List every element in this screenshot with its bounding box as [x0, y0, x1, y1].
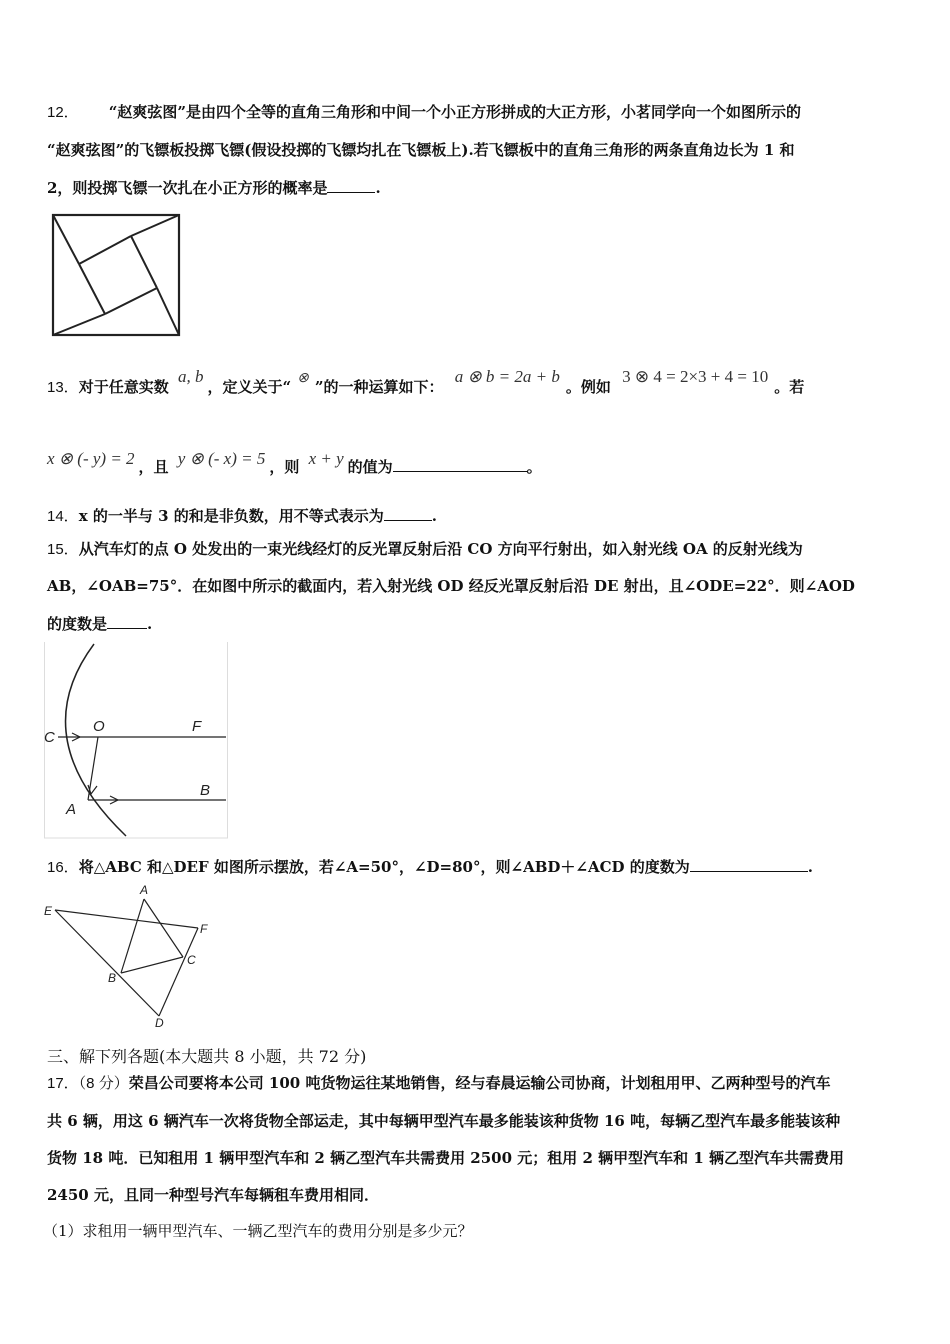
q12-answer-blank[interactable]: [327, 177, 375, 193]
q12-text-line1: “赵爽弦图”是由四个全等的直角三角形和中间一个小正方形拼成的大正方形，小茗同学向一个如图所示的: [108, 103, 801, 121]
q15-answer-blank[interactable]: [107, 613, 147, 629]
label-O: O: [93, 718, 105, 735]
label-D: D: [155, 1016, 164, 1030]
q16-answer-blank[interactable]: [690, 856, 808, 872]
q12-text-line3: 2，则投掷飞镖一次扎在小正方形的概率是: [47, 179, 328, 197]
q13-number: 13．: [47, 379, 79, 396]
q14-line: 14．x 的一半与 3 的和是非负数，用不等式表示为 .: [47, 507, 437, 525]
math-example: 3 ⊗ 4 = 2×3 + 4 = 10: [622, 367, 769, 386]
math-condition-1: x ⊗ (- y) = 2: [47, 449, 135, 468]
q12-line1: [47, 102, 801, 123]
q15-line1: 15．从汽车灯的点 O 处发出的一束光线经灯的反光罩反射后沿 CO 方向平行射出，如入射光线 OA 的反射光线为: [47, 540, 803, 558]
label-A: A: [66, 801, 77, 818]
q17-subquestion-1: （1）求租用一辆甲型汽车、一辆乙型汽车的费用分别是多少元？: [43, 1222, 473, 1240]
math-otimes: ⊗: [297, 371, 309, 386]
label-A: A: [140, 883, 149, 897]
q12-number: 12．: [47, 104, 79, 121]
q12-line3: 2，则投掷飞镖一次扎在小正方形的概率是 .: [47, 179, 381, 197]
label-E: E: [44, 904, 53, 918]
q15-line2: AB，∠OAB=75°．在如图中所示的截面内，若入射光线 OD 经反光罩反射后沿 DE 射出，且∠ODE=22°．则∠AOD: [47, 577, 855, 595]
q16-line: 16．将△ABC 和△DEF 如图所示摆放，若∠A=50°，∠D=80°，则∠ABD＋∠ACD 的度数为 .: [47, 858, 813, 876]
label-F: F: [200, 922, 208, 936]
q16-number: 16．: [47, 859, 79, 876]
q13-answer-blank[interactable]: [393, 456, 527, 472]
q15-line3: 的度数是 .: [47, 615, 153, 633]
q17-number: 17．（8 分）: [47, 1075, 129, 1092]
headlight-reflector-diagram: [44, 642, 230, 840]
q15-number: 15．: [47, 541, 79, 558]
q13-line1: 13．对于任意实数 a, b，定义关于“ ⊗ ”的一种运算如下： a ⊗ b = 2a + b。例如 3 ⊗ 4 = 2×3 + 4 = 10。若: [47, 367, 805, 396]
q17-line4: 2450 元，且同一种型号汽车每辆租车费用相同．: [47, 1186, 379, 1204]
q17-line1: 17．（8 分）荣昌公司要将本公司 100 吨货物运往某地销售，经与春晨运输公司协商，计划租用甲、乙两种型号的汽车: [47, 1074, 831, 1092]
label-B: B: [108, 971, 117, 985]
triangles-abc-def-diagram: [42, 880, 222, 1030]
label-C: C: [187, 953, 196, 967]
math-definition: a ⊗ b = 2a + b: [454, 367, 560, 386]
label-F: F: [192, 718, 202, 735]
math-x-plus-y: x + y: [308, 449, 344, 468]
label-B: B: [200, 782, 211, 799]
q12-line2: “赵爽弦图”的飞镖板投掷飞镖(假设投掷的飞镖均扎在飞镖板上).若飞镖板中的直角三角形的两条直角边长为 1 和: [47, 141, 795, 159]
zhao-shuang-diagram: [50, 212, 182, 338]
math-a-b: a, b: [177, 367, 204, 386]
label-C: C: [44, 729, 55, 746]
section3-heading: 三、解下列各题(本大题共 8 小题，共 72 分): [47, 1047, 367, 1066]
q17-line3: 货物 18 吨．已知租用 1 辆甲型汽车和 2 辆乙型汽车共需费用 2500 元；租用 2 辆甲型汽车和 1 辆乙型汽车共需费用: [47, 1149, 845, 1167]
q17-line2: 共 6 辆，用这 6 辆汽车一次将货物全部运走，其中每辆甲型汽车最多能装该种货物 16 吨，每辆乙型汽车最多能装该种: [47, 1112, 841, 1130]
q13-line2: x ⊗ (- y) = 2 ，且 y ⊗ (- x) = 5 ，则 x + y 的值为 。: [47, 449, 542, 476]
q14-number: 14．: [47, 508, 79, 525]
math-condition-2: y ⊗ (- x) = 5: [177, 449, 266, 468]
q14-answer-blank[interactable]: [384, 505, 432, 521]
